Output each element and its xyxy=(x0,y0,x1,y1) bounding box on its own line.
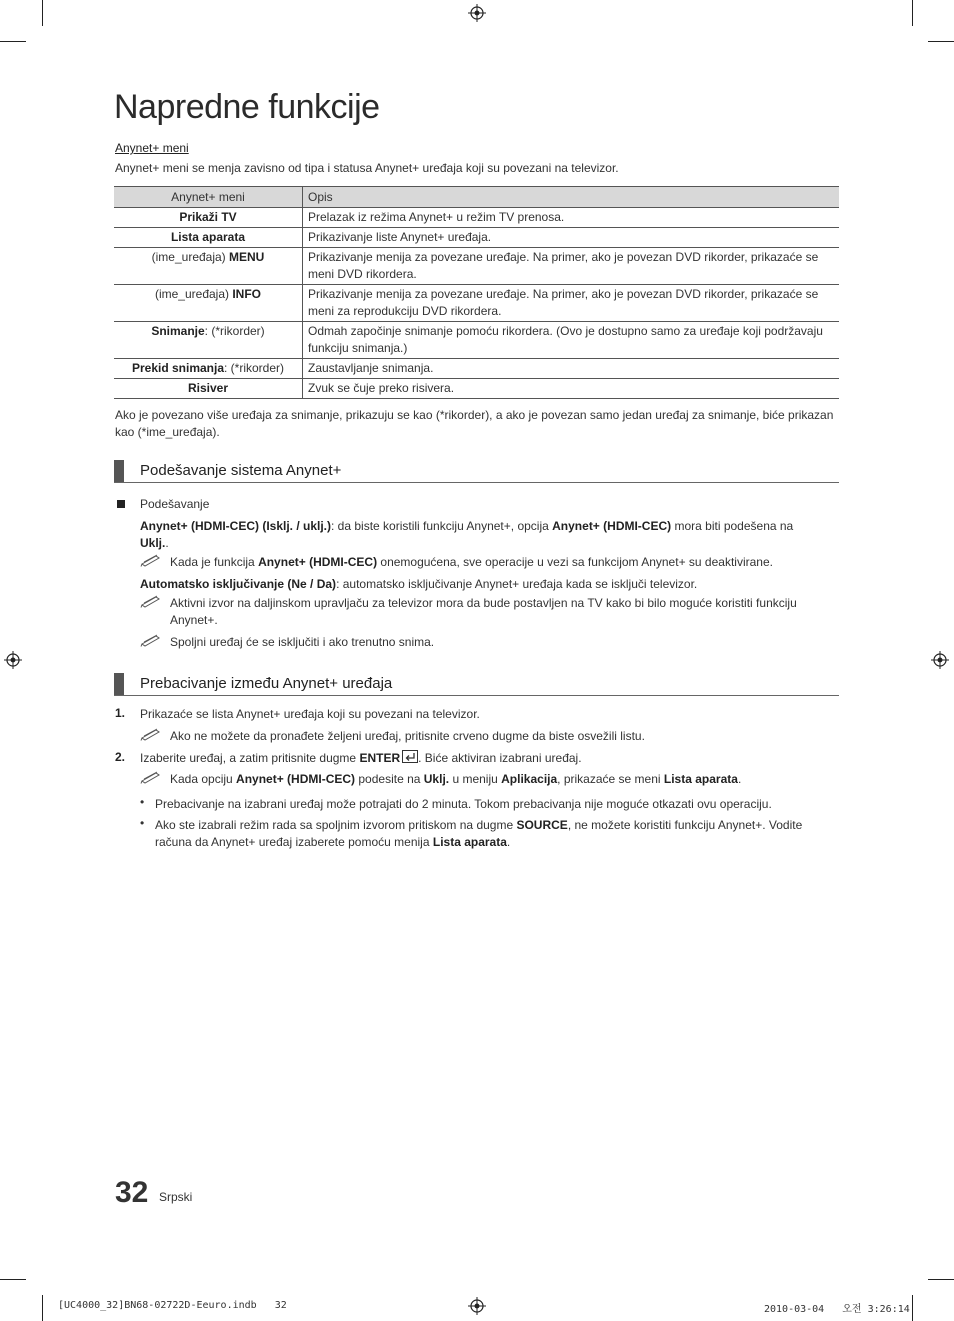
step-text: Prikazaće se lista Anynet+ uređaja koji su povezani na televizor. xyxy=(140,707,480,721)
step-number: 2. xyxy=(115,750,126,764)
bullet-text: Prebacivanje na izabrani uređaj može potrajati do 2 minuta. Tokom prebacivanja nije moguće otkazati ovu operaciju. xyxy=(155,797,772,811)
after-table-text: Ako je povezano više uređaja za snimanje, prikazuju se kao (*rikorder), a ako je povezan samo jedan uređaj za snimanje, biće prikazan kao (*ime_uređaja). xyxy=(115,408,834,439)
table-row xyxy=(114,359,839,379)
page-number: 32 xyxy=(115,1176,149,1209)
note-pencil-icon xyxy=(140,727,162,741)
menu-item: Prikaži TV xyxy=(179,210,237,224)
crop-mark xyxy=(928,41,954,42)
menu-item-prefix: (ime_uređaja) xyxy=(151,250,230,264)
section-title: Podešavanje sistema Anynet+ xyxy=(140,462,342,479)
option-auto-off: Automatsko isključivanje (Ne / Da): automatsko isključivanje Anynet+ uređaja kada se isključi televizor. xyxy=(140,577,698,591)
table-header-row xyxy=(114,187,839,208)
table-row xyxy=(114,248,839,285)
step-text: Izaberite uređaj, a zatim pritisnite dugme ENTER . Biće aktiviran izabrani uređaj. xyxy=(140,751,582,765)
enter-icon xyxy=(402,750,418,763)
crop-mark xyxy=(928,1279,954,1280)
crop-mark xyxy=(912,1295,913,1321)
menu-item-suffix: : (*rikorder) xyxy=(224,361,285,375)
menu-item: Prekid snimanja xyxy=(131,361,225,375)
footer-timestamp: 2010-03-04 오전 3:26:14 xyxy=(764,1304,910,1315)
option-hdmi-cec: Anynet+ (HDMI-CEC) (Isklj. / uklj.): da biste koristili funkciju Anynet+, opcija Anynet+ (HDMI-CEC) mora biti podešena na Uklj.. xyxy=(140,519,794,550)
registration-mark-icon xyxy=(4,651,22,669)
table-header-menu: Anynet+ meni xyxy=(114,187,303,208)
note-text: Kada opciju Anynet+ (HDMI-CEC) podesite na Uklj. u meniju Aplikacija, prikazaće se meni Lista aparata. xyxy=(170,772,742,786)
note-pencil-icon xyxy=(140,633,162,647)
menu-item: Risiver xyxy=(187,381,229,395)
crop-mark xyxy=(42,1295,43,1321)
registration-mark-icon xyxy=(468,4,486,22)
page-title: Napredne funkcije xyxy=(114,88,380,126)
section-bar xyxy=(114,673,124,695)
anynet-menu-table xyxy=(114,186,839,399)
note-text: Aktivni izvor na daljinskom upravljaču za televizor mora da bude postavljen na TV kako bi bilo moguće koristiti funkciju Anynet+. xyxy=(170,596,797,627)
intro-text: Anynet+ meni se menja zavisno od tipa i statusa Anynet+ uređaja koji su povezani na televizor. xyxy=(115,161,619,175)
menu-description: Prikazivanje menija za povezane uređaje. Na primer, ako je povezan DVD rikorder, prikazaće se meni za reprodukciju DVD rikordera. xyxy=(303,285,840,322)
menu-item: Lista aparata xyxy=(170,230,246,244)
section-title: Prebacivanje između Anynet+ uređaja xyxy=(140,675,393,692)
setup-title: Podešavanje xyxy=(140,497,210,511)
anynet-menu-heading: Anynet+ meni xyxy=(115,141,189,155)
bullet-icon: • xyxy=(140,795,145,809)
crop-mark xyxy=(0,41,26,42)
note-text: Kada je funkcija Anynet+ (HDMI-CEC) onemogućena, sve operacije u vezi sa funkcijom Anynet+ su deaktivirane. xyxy=(170,555,773,569)
menu-item: MENU xyxy=(229,250,265,264)
menu-item: Snimanje xyxy=(151,324,205,338)
table-header-description: Opis xyxy=(303,187,840,208)
menu-description: Prelazak iz režima Anynet+ u režim TV prenosa. xyxy=(303,208,840,228)
table-row xyxy=(114,228,839,248)
note-pencil-icon xyxy=(140,594,162,608)
menu-item-prefix: (ime_uređaja) xyxy=(154,287,233,301)
crop-mark xyxy=(912,0,913,26)
registration-mark-icon xyxy=(931,651,949,669)
note-pencil-icon xyxy=(140,553,162,567)
crop-mark xyxy=(0,1279,26,1280)
table-row xyxy=(114,285,839,322)
section-heading xyxy=(114,460,839,483)
table-row xyxy=(114,379,839,399)
menu-description: Prikazivanje liste Anynet+ uređaja. xyxy=(303,228,840,248)
menu-item-suffix: : (*rikorder) xyxy=(204,324,265,338)
table-row xyxy=(114,208,839,228)
note-text: Spoljni uređaj će se isključiti i ako trenutno snima. xyxy=(170,635,435,649)
bullet-icon: • xyxy=(140,816,145,830)
section-bar xyxy=(114,460,124,482)
page-language: Srpski xyxy=(159,1190,193,1204)
menu-description: Zvuk se čuje preko risivera. xyxy=(303,379,840,399)
table-row xyxy=(114,322,839,359)
crop-mark xyxy=(42,0,43,26)
bullet-text: Ako ste izabrali režim rada sa spoljnim izvorom pritiskom na dugme SOURCE, ne možete koristiti funkciju Anynet+. Vodite računa da Anynet+ uređaj izaberete pomoću menija Lista aparata. xyxy=(155,818,803,849)
menu-item: INFO xyxy=(232,287,262,301)
note-pencil-icon xyxy=(140,770,162,784)
menu-description: Odmah započinje snimanje pomoću rikordera. (Ovo je dostupno samo za uređaje koji podržavaju funkciju snimanja.) xyxy=(303,322,840,359)
menu-description: Zaustavljanje snimanja. xyxy=(303,359,840,379)
section-heading xyxy=(114,673,839,696)
footer-file-info: [UC4000_32]BN68-02722D-Eeuro.indb 32 xyxy=(58,1300,287,1311)
note-text: Ako ne možete da pronađete željeni uređaj, pritisnite crveno dugme da biste osvežili listu. xyxy=(170,729,645,743)
registration-mark-icon xyxy=(468,1297,486,1315)
square-bullet-icon xyxy=(117,500,125,508)
menu-description: Prikazivanje menija za povezane uređaje. Na primer, ako je povezan DVD rikorder, prikazaće se meni DVD rikordera. xyxy=(303,248,840,285)
step-number: 1. xyxy=(115,706,126,720)
